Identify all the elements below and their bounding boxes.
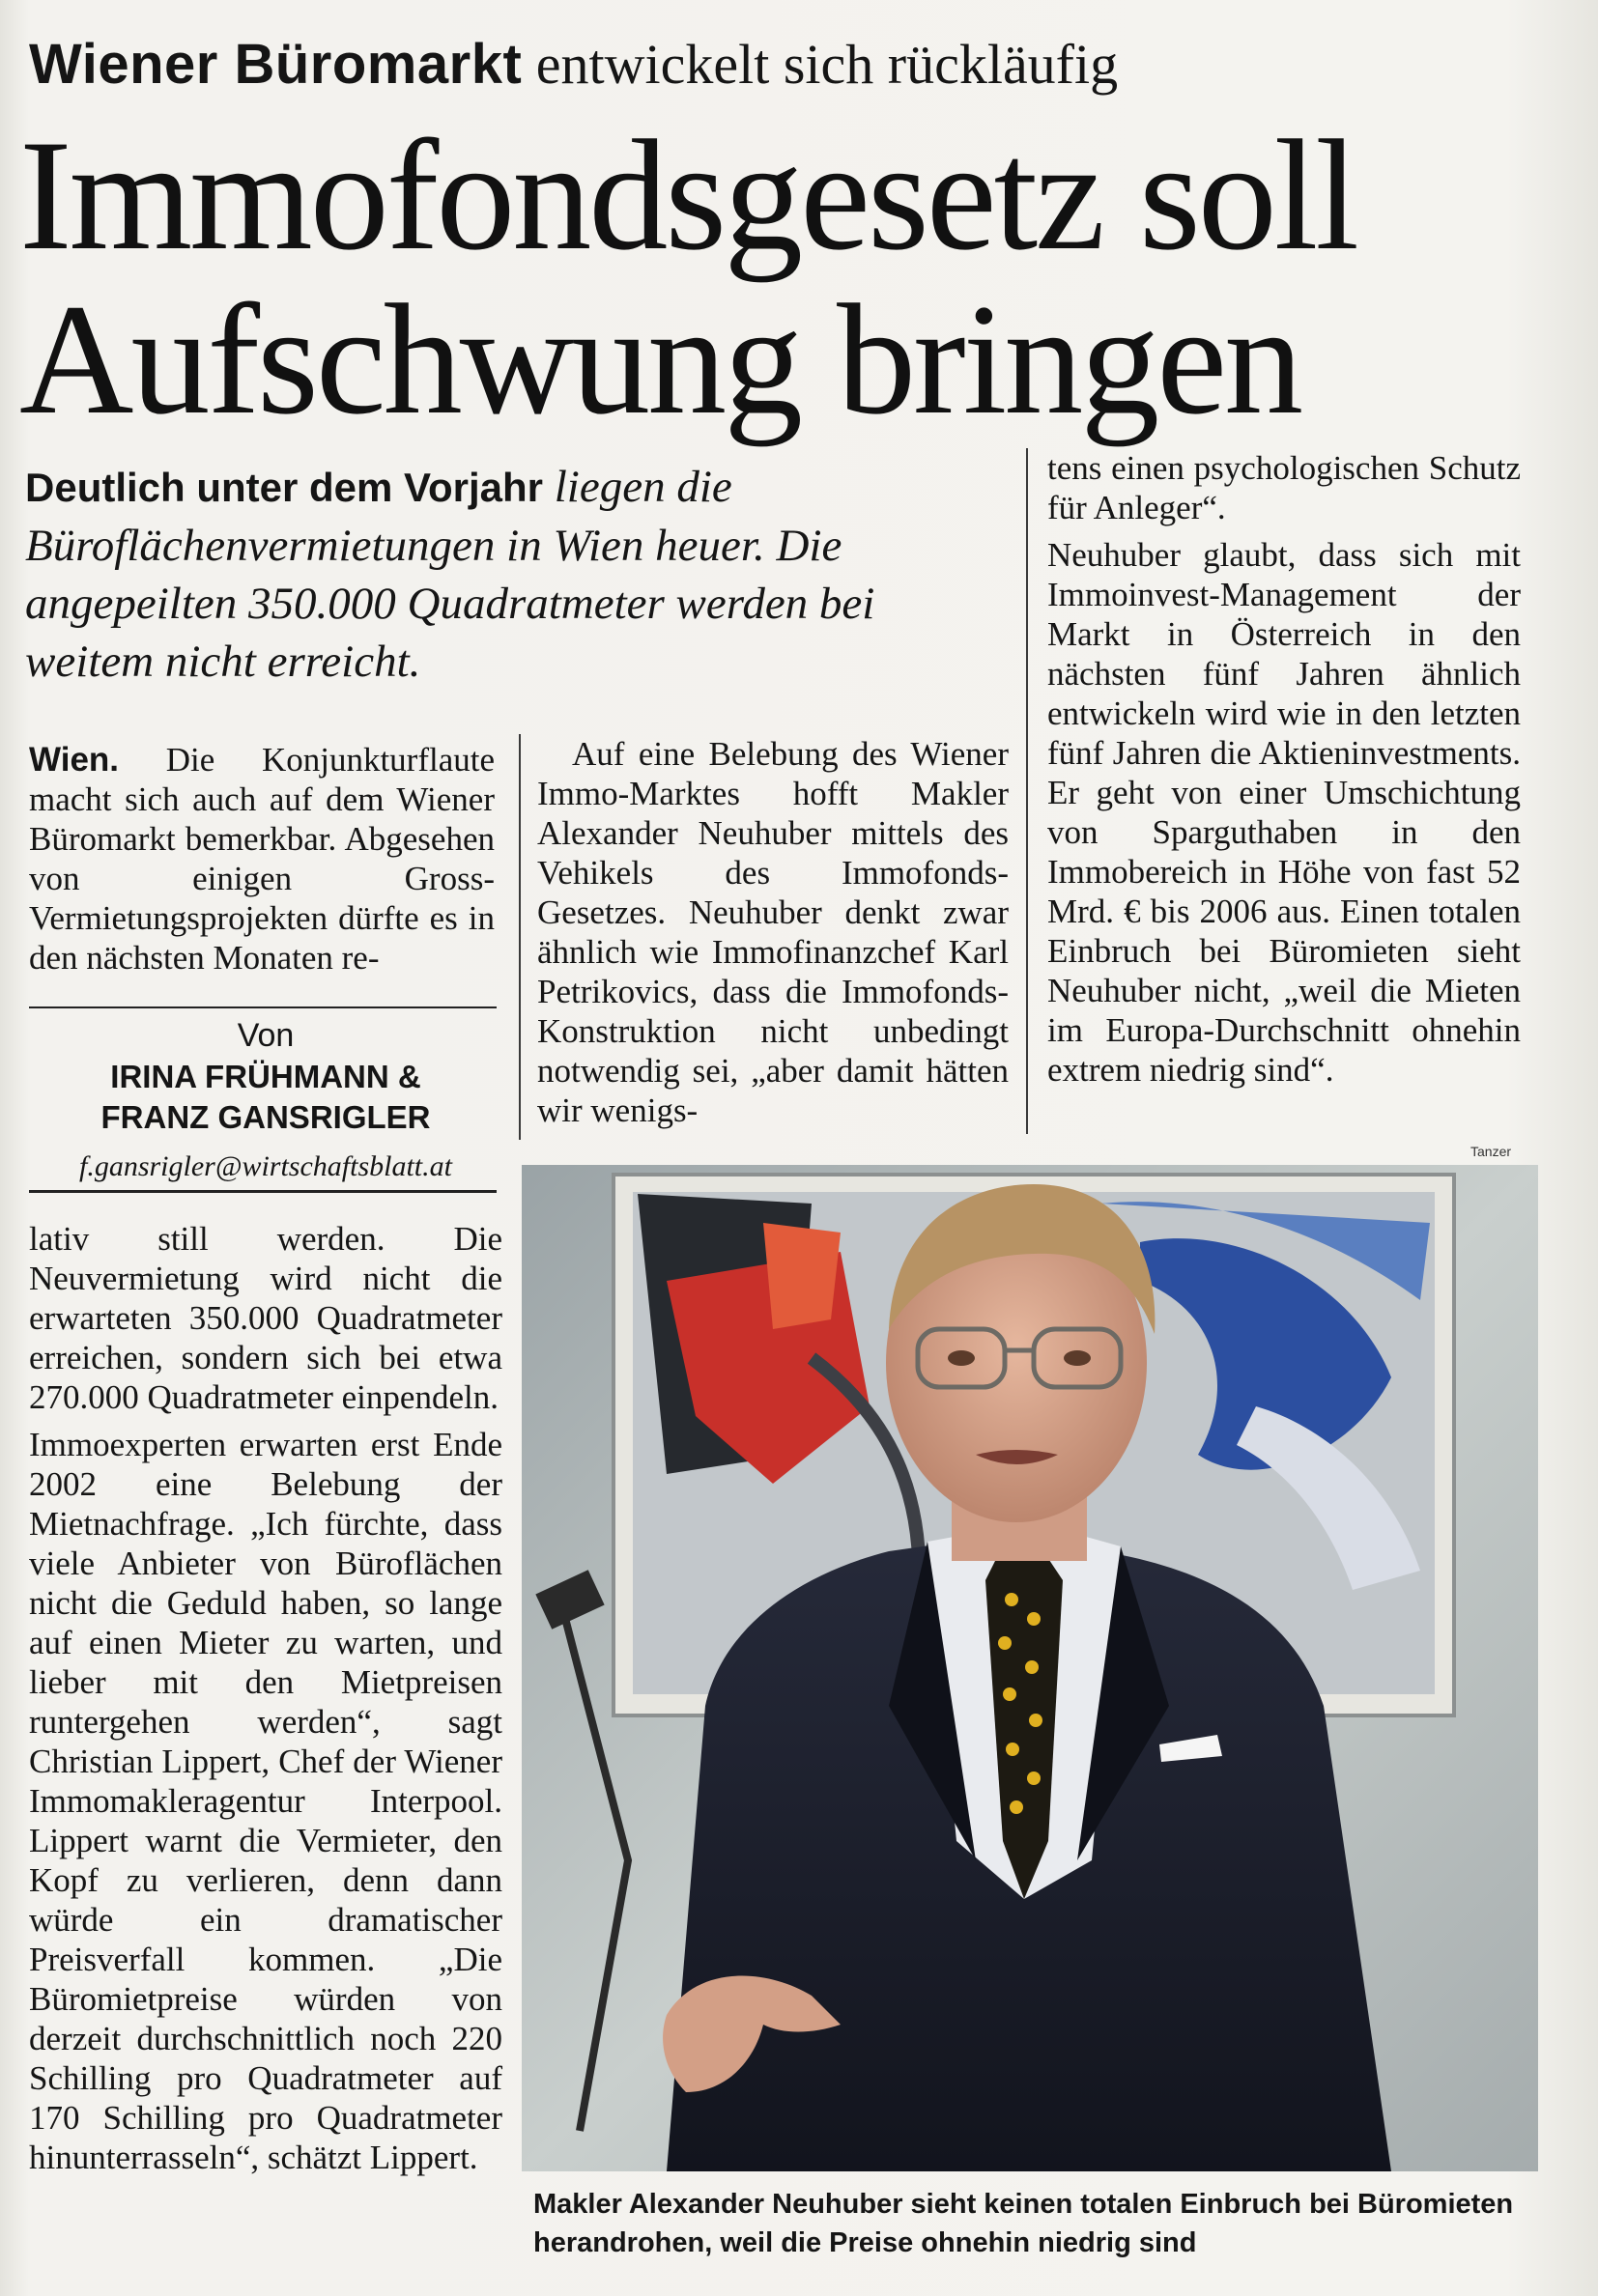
headline-line-2: Aufschwung bringen	[19, 272, 1301, 447]
byline-bottom-rule	[29, 1190, 497, 1193]
col1-paragraph-1: lativ still werden. Die Neuvermietung wird nicht die erwarteten 350.000 Quadratmeter erreichen, sondern sich bei etwa 270.000 Quadratmeter einpendeln.	[29, 1220, 502, 1416]
kicker-line	[29, 27, 1536, 102]
byline-von: Von	[237, 1017, 295, 1054]
column-1-intro	[29, 740, 495, 978]
deck-subheadline	[25, 458, 1011, 691]
photo-credit: Tanzer	[1470, 1144, 1512, 1159]
byline-top-rule	[29, 1006, 497, 1008]
column-1-body	[29, 1219, 502, 2177]
column-divider-1	[519, 734, 521, 1140]
col3-paragraph-2: Neuhuber glaubt, dass sich mit Immoinvest-Management der Markt in Österreich in den nächsten fünf Jahren ähnlich entwickeln wird wie in den letzten fünf Jahren die Aktieninvestments. Er geht von einer Umschichtung von Sparguthaben in den Immobereich in Höhe von fast 52 Mrd. € bis 2006 aus. Einen totalen Einbruch bei Büromieten sieht Neuhuber nicht, „weil die Mieten im Europa-Durchschnitt ohnehin extrem niedrig sind“.	[1047, 536, 1521, 1089]
byline-author-2: FRANZ GANSRIGLER	[100, 1099, 431, 1135]
photo-caption: Makler Alexander Neuhuber sieht keinen totalen Einbruch bei Büromieten herandrohen, weil die Preise ohnehin niedrig sind	[533, 2189, 1514, 2258]
column-2	[537, 734, 1009, 1130]
portrait-illustration	[522, 1165, 1538, 2171]
column-divider-2	[1026, 448, 1028, 1134]
byline	[29, 1014, 502, 1188]
deck-lead: Deutlich unter dem Vorjahr	[25, 465, 543, 510]
headline-line-1: Immofondsgesetz soll	[19, 108, 1356, 283]
column-3	[1047, 448, 1521, 1090]
byline-author-1: IRINA FRÜHMANN &	[110, 1059, 421, 1094]
portrait-photo	[522, 1165, 1538, 2171]
col3-paragraph-1: tens einen psychologischen Schutz für Anleger“.	[1047, 449, 1521, 526]
kicker-bold: Wiener Büromarkt	[29, 33, 523, 96]
byline-email: f.gansrigler@wirtschaftsblatt.at	[79, 1150, 452, 1182]
deck-rest: liegen die Büroflächenvermietungen in Wien heuer. Die angepeilten 350.000 Quadratmeter werden bei weitem nicht erreicht.	[25, 462, 875, 687]
col2-paragraph-1: Auf eine Belebung des Wiener Immo-Marktes hofft Makler Alexander Neuhuber mittels des Vehikels des Immofonds-Gesetzes. Neuhuber denkt zwar ähnlich wie Immofinanzchef Karl Petrikovics, dass die Immofonds-Konstruktion nicht unbedingt notwendig sei, „aber damit hätten wir wenigs-	[537, 735, 1009, 1129]
col1-paragraph-2: Immoexperten erwarten erst Ende 2002 eine Belebung der Mietnachfrage. „Ich fürchte, dass viele Anbieter von Büroflächen nicht die Geduld haben, so lange auf einen Mieter zu warten, und lieber mit den Mietpreisen runtergehen werden“, sagt Christian Lippert, Chef der Wiener Immomakleragentur Interpool. Lippert warnt die Vermieter, den Kopf zu verlieren, denn dann würde ein dramatischer Preisverfall kommen. „Die Büromietpreise würden von derzeit durchschnittlich noch 220 Schilling pro Quadratmeter auf 170 Schilling pro Quadratmeter hinunterrasseln“, schätzt Lippert.	[29, 1426, 502, 2176]
intro-text: Die Konjunkturflaute macht sich auch auf dem Wiener Büromarkt bemerkbar. Abgesehen von einigen Gross-Vermietungsprojekten dürfte es in den nächsten Monaten re-	[29, 741, 495, 977]
headline	[19, 108, 1565, 447]
dateline: Wien.	[29, 741, 120, 779]
kicker-rest: entwickelt sich rückläufig	[535, 33, 1119, 96]
